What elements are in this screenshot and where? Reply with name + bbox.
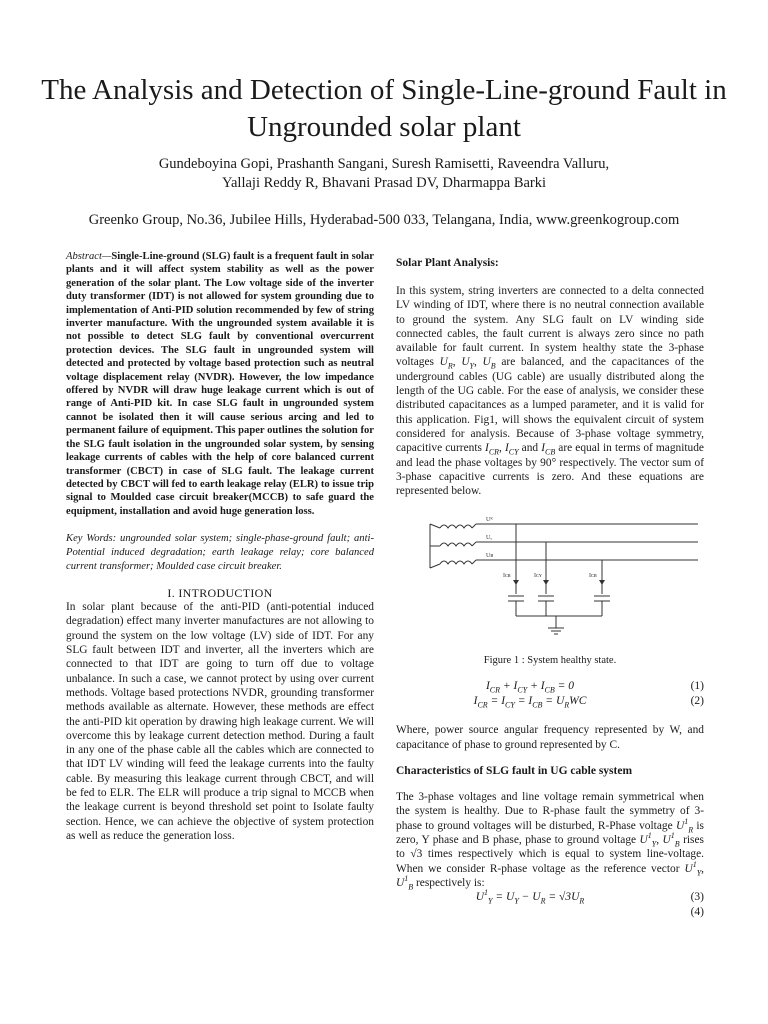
introduction-text: In solar plant because of the anti-PID (anti-potential induced degradation) effect many inverter manufactures are not allowing to ground the system on the low voltage (LV) side of IDT. For any SLG fault between IDT and inverter, all the inverters which are connected to that IDT are going to turn off due to voltage unbalance. In such a case, we cannot protect by using over current methods. Voltage based protections NVDR, grounding transformer methods available as alternate. However, these methods are effect the anti-PID kit operation by drawing high leakage current. We will overcome this by leakage current detection method. During a fault in any one of the phase cable all the cables which are connected to that IDT LV winding will feed the leakage currents into the faulty cable. By measuring this leakage current through CBCT, and will be fed to ELR. The ELR will produce a trip signal to MCCB when the leakage current is beyond threshold set point to Isolate faulty section. Hence, we can achieve the objective of system protection as well as reduce the generation loss. — [66, 601, 374, 842]
var-icb: $I_{CB}$ — [541, 442, 556, 457]
abstract-lead: Abstract— — [66, 251, 112, 262]
abstract-text: Single-Line-ground (SLG) fault is a frequent fault in solar plants and it will affect system stability as well as the power generation of the solar plant. The Low voltage side of the inverter duty transformer (IDT) is not allowed for system grounding due to implementation of Anti-PID solution recommended by few of string inverter manufacture. With the ungrounded system available it is not possible to detect SLG fault by conventional overcurrent protection devices. The SLG fault in ungrounded system will detected and protected by voltage based protection such as neutral voltage displacement relay (NVDR). However, the low impedance offered by NVDR will draw huge leakage current which is out of range of Anti-PID kit. In case SLG fault in ungrounded system cannot be isolated then it will cause serious arcing and led to permanent failure of equipment. This paper outlines the solution for the SLG fault isolation in the ungrounded solar system, by sensing leakage currents of cables with the help of core balanced current transformer (CBCT) in case of SLG fault. The leakage current detected by CBCT will fed to earth leakage relay (ELR) to issue trip signal to Moulded case circuit breaker(MCCB) to safe guard the equipment, installation and avoid huge generation loss. — [66, 251, 374, 517]
affiliation: Greenko Group, No.36, Jubilee Hills, Hyderabad-500 033, Telangana, India, www.greenkogroup.com — [88, 212, 680, 228]
equation-2: $I_{CR} = I_{CY} = I_{CB} = U_RWC$ (2) — [473, 695, 704, 710]
solar-plant-heading: Solar Plant Analysis: — [396, 257, 499, 269]
paper-title: The Analysis and Detection of Single-Line-ground Fault in Ungrounded solar plant — [41, 74, 727, 143]
keywords: Key Words: ungrounded solar system; single-phase-ground fault; anti-Potential induced degradation; earth leakage relay; core balanced current transformer; Moulded case circuit breaker. — [66, 533, 374, 573]
author-list — [40, 155, 728, 193]
slg-paragraph: The 3-phase voltages and line voltage remain symmetrical when the system is healthy. Due to R-phase fault the symmetry of 3-phase to ground voltages will be disturbed, R-Phase voltage $U^1_R$ is zero, Y phase and B phase, phase to ground voltage $U^1_Y$, $U^1_B$ rises to √3 times respectively which is equal to system line-voltage. When we consider R-phase voltage as the reference vector $U^1_Y$, $U^1_B$ respectively is: — [396, 791, 704, 892]
equation-2-number: (2) — [690, 695, 704, 708]
right-column — [396, 250, 704, 920]
label-ub: Uʙ — [486, 553, 494, 560]
equation-1: $I_{CR} + I_{CY} + I_{CB} = 0$ (1) — [485, 680, 704, 695]
solar-plant-paragraph: In this system, string inverters are connected to a delta connected LV winding of IDT, where there is no neutral connection available to ground the system. Any SLG fault on LV winding side connected cables, the fault current is always zero since no path available for fault current. In system healthy state the 3-phase voltages $U_R$, $U_Y$, $U_B$ are balanced, and the capacitances of the underground cables (UG cable) are usually distributed along the length of the UG cable. For the ease of analysis, we consider these distributed capacitances as a lumped parameter, and it is valid for this application. Fig1, will shows the equivalent circuit of system considered for analysis. Because of 3-phase voltage symmetry, capacitive currents $I_{CR}$, $I_{CY}$ and $I_{CB}$ are equal in terms of magnitude and lead the phase voltages by 90° respectively. The vector sum of 3-phase capacitive currents is zero. And these equations are represented below. — [396, 285, 704, 498]
circuit-diagram — [396, 510, 704, 650]
label-uy: Uᵧ — [486, 535, 492, 542]
coil-r — [440, 525, 472, 528]
label-ur: Uᴿ — [486, 517, 493, 524]
var-icr: $I_{CR}$ — [485, 442, 500, 457]
where-text: Where, power source angular frequency represented by W, and capacitance of phase to ground represented by C. — [396, 724, 704, 751]
equation-3: $U^1_Y = U_Y - U_R = √3U_R$ (3) — [475, 888, 704, 906]
var-ub: $U_B$ — [482, 356, 496, 371]
equation-3-number: (3) — [690, 891, 704, 904]
introduction-heading: I. INTRODUCTION — [167, 586, 273, 601]
coil-b — [440, 561, 472, 564]
var-ur: $U_R$ — [439, 356, 453, 371]
label-icy: Iᴄʏ — [534, 573, 542, 580]
label-icb: Iᴄʙ — [589, 573, 597, 580]
equation-1-number: (1) — [690, 680, 704, 693]
equation-4 — [396, 905, 704, 920]
label-icr: Iᴄʀ — [503, 573, 511, 580]
authors-line-2: Yallaji Reddy R, Bhavani Prasad DV, Dharmappa Barki — [221, 175, 547, 191]
abstract — [66, 250, 374, 518]
var-icy: $I_{CY}$ — [504, 442, 519, 457]
equation-4-number: (4) — [690, 906, 704, 919]
coil-y — [440, 543, 472, 546]
figure-1-caption: Figure 1 : System healthy state. — [483, 655, 617, 667]
authors-line-1: Gundeboyina Gopi, Prashanth Sangani, Suresh Ramisetti, Raveendra Valluru, — [158, 156, 610, 172]
left-column — [66, 250, 374, 843]
var-uy: $U_Y$ — [461, 356, 474, 371]
slg-heading: Characteristics of SLG fault in UG cable system — [396, 765, 633, 778]
figure-1-circuit — [396, 510, 704, 650]
